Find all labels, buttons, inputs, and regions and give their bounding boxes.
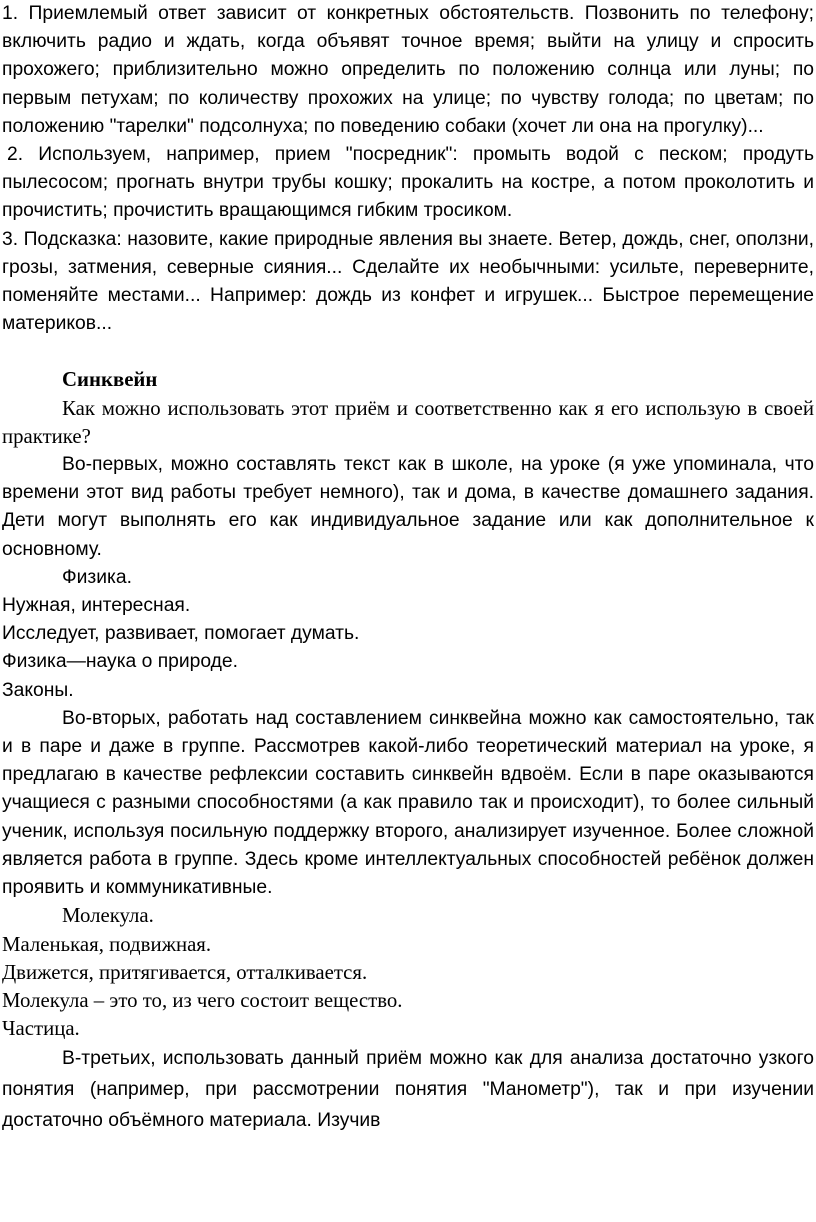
cinquain-2-line-5: Частица. [2, 1017, 80, 1041]
cinquain-1-line-4: Физика—наука о природе. [2, 651, 239, 673]
paragraph-thirdly: В-третьих, использовать данный приём можно как для анализа достаточно узкого понятия (например, при рассмотрении понятия "Манометр"), так и при изучении достаточно объёмного материала. Изучив [2, 1048, 814, 1132]
cinquain-2-line-4: Молекула – это то, из чего состоит вещество. [2, 988, 403, 1012]
cinquain-1-line-5: Законы. [2, 679, 74, 701]
cinquain-1-line-1: Физика. [62, 566, 132, 588]
section-heading: Синквейн [62, 368, 158, 392]
answer-item-3: 3. Подсказка: назовите, какие природные явления вы знаете. Ветер, дождь, снег, оползни, грозы, затмения, северные сияния... Сделайте их необычными: усильте, переверните, поменяйте местами... Например: дождь из конфет и игрушек... Быстрое перемещение материков... [2, 228, 814, 335]
answer-item-2: 2. Используем, например, прием "посредник": промыть водой с песком; продуть пылесосом; прогнать внутри трубы кошку; прокалить на костре, а потом проколотить и прочистить; прочистить вращающимся гибким тросиком. [2, 144, 814, 222]
cinquain-2-line-2: Маленькая, подвижная. [2, 932, 212, 956]
paragraph-firstly: Во-первых, можно составлять текст как в школе, на уроке (я уже упоминала, что времени этот вид работы требует немного), так и дома, в качестве домашнего задания. Дети могут выполнять его как индивидуальное задание или как дополнительное к основному. [2, 454, 814, 560]
cinquain-2-line-1: Молекула. [62, 904, 154, 928]
paragraph-secondly: Во-вторых, работать над составлением синквейна можно как самостоятельно, так и в паре и даже в группе. Рассмотрев какой-либо теоретический материал на уроке, я предлагаю в качестве рефлексии составить синквейн вдвоём. Если в паре оказываются учащиеся с разными способностями (а как правило так и происходит), то более сильный ученик, используя посильную поддержку второго, анализирует изученное. Более сложной является работа в группе. Здесь кроме интеллектуальных способностей ребёнок должен проявить и коммуникативные. [2, 707, 814, 899]
spacer [0, 338, 816, 366]
cinquain-2-line-3: Движется, притягивается, отталкивается. [2, 960, 368, 984]
cinquain-1-line-3: Исследует, развивает, помогает думать. [2, 623, 360, 645]
cinquain-1-line-2: Нужная, интересная. [2, 595, 191, 617]
answer-item-1: 1. Приемлемый ответ зависит от конкретных обстоятельств. Позвонить по телефону; включить радио и ждать, когда объявят точное время; выйти на улицу и спросить прохожего; приблизительно можно определить по положению солнца или луны; по первым петухам; по количеству прохожих на улице; по чувству голода; по цветам; по положению "тарелки" подсолнуха; по поведению собаки (хочет ли она на прогулку)... [2, 3, 814, 137]
section-intro: Как можно использовать этот приём и соответственно как я его использую в своей практике? [2, 396, 814, 448]
